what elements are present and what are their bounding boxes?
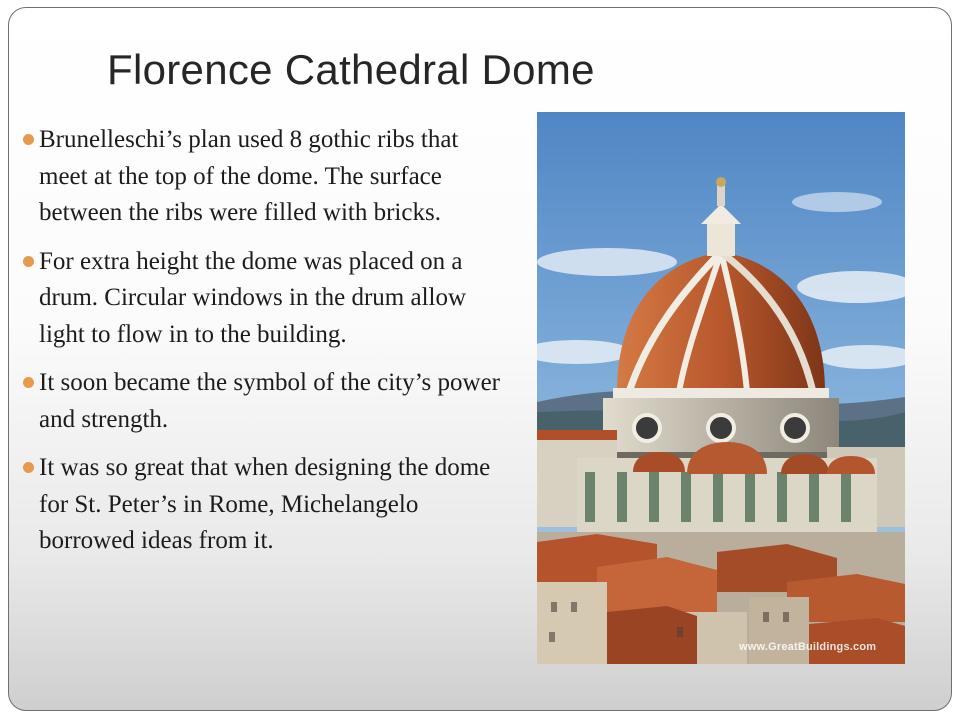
bullet-dot-icon	[23, 377, 34, 388]
slide	[8, 7, 952, 711]
bullet-item	[23, 122, 505, 232]
bullet-item	[23, 244, 505, 354]
bullet-dot-icon	[23, 134, 34, 145]
bullet-text: It soon became the symbol of the city’s power and strength.	[39, 369, 500, 433]
bullet-item	[23, 450, 505, 560]
bullet-text: Brunelleschi’s plan used 8 gothic ribs that meet at the top of the dome. The surface between the ribs were filled with bricks.	[39, 126, 459, 226]
bullet-list	[23, 122, 505, 572]
bullet-dot-icon	[23, 256, 34, 267]
bullet-item	[23, 365, 505, 438]
bullet-text: It was so great that when designing the dome for St. Peter’s in Rome, Michelangelo borrowed ideas from it.	[39, 454, 491, 554]
slide-title: Florence Cathedral Dome	[107, 46, 595, 93]
bullet-dot-icon	[23, 462, 34, 473]
photo-watermark: www.GreatBuildings.com	[739, 641, 877, 653]
bullet-text: For extra height the dome was placed on a drum. Circular windows in the drum allow light to flow in to the building.	[39, 247, 467, 348]
cathedral-photo	[537, 112, 905, 664]
